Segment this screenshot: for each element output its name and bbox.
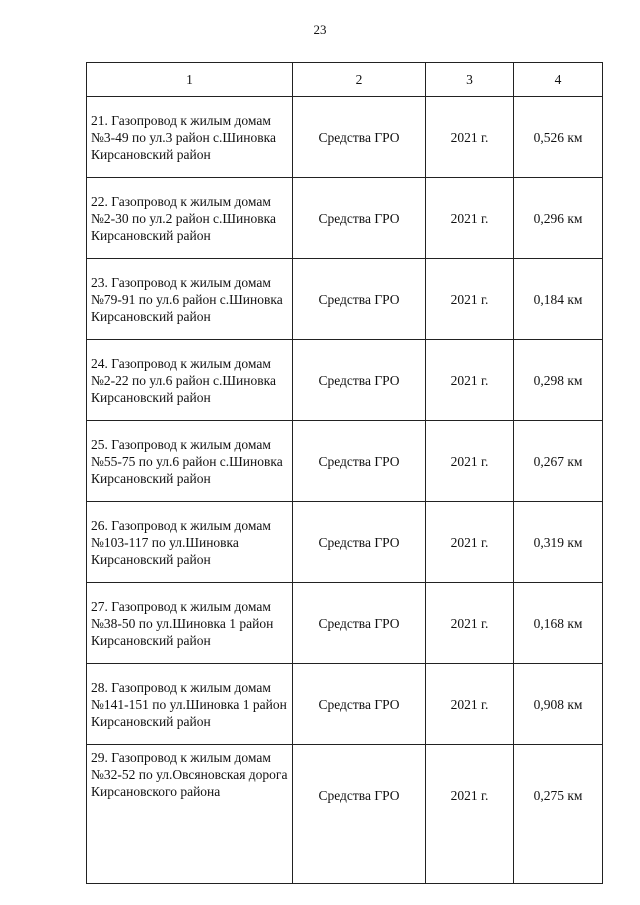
- funding-source-cell: Средства ГРО: [293, 745, 426, 884]
- year-cell: 2021 г.: [426, 745, 514, 884]
- length-cell: 0,275 км: [514, 745, 603, 884]
- column-header-1: 1: [87, 63, 293, 97]
- funding-source-cell: Средства ГРО: [293, 259, 426, 340]
- table-row: [87, 583, 603, 664]
- table-header-row: [87, 63, 603, 97]
- funding-source-cell: Средства ГРО: [293, 178, 426, 259]
- year-cell: 2021 г.: [426, 583, 514, 664]
- table-row: [87, 664, 603, 745]
- funding-source-cell: Средства ГРО: [293, 340, 426, 421]
- funding-source-cell: Средства ГРО: [293, 502, 426, 583]
- year-cell: 2021 г.: [426, 421, 514, 502]
- column-header-4: 4: [514, 63, 603, 97]
- table-row: [87, 178, 603, 259]
- year-cell: 2021 г.: [426, 259, 514, 340]
- length-cell: 0,267 км: [514, 421, 603, 502]
- object-name-cell: 24. Газопровод к жилым домам №2-22 по ул.6 район с.Шиновка Кирсановский район: [87, 340, 293, 421]
- length-cell: 0,184 км: [514, 259, 603, 340]
- table-row: [87, 340, 603, 421]
- year-cell: 2021 г.: [426, 502, 514, 583]
- column-header-3: 3: [426, 63, 514, 97]
- length-cell: 0,526 км: [514, 97, 603, 178]
- length-cell: 0,319 км: [514, 502, 603, 583]
- funding-source-cell: Средства ГРО: [293, 97, 426, 178]
- table-row: [87, 259, 603, 340]
- length-cell: 0,296 км: [514, 178, 603, 259]
- funding-source-cell: Средства ГРО: [293, 421, 426, 502]
- object-name-cell: 21. Газопровод к жилым домам №3-49 по ул.3 район с.Шиновка Кирсановский район: [87, 97, 293, 178]
- funding-source-cell: Средства ГРО: [293, 664, 426, 745]
- object-name-cell: 26. Газопровод к жилым домам №103-117 по ул.Шиновка Кирсановский район: [87, 502, 293, 583]
- object-name-cell: 25. Газопровод к жилым домам №55-75 по ул.6 район с.Шиновка Кирсановский район: [87, 421, 293, 502]
- column-header-2: 2: [293, 63, 426, 97]
- table-body: [87, 63, 603, 884]
- table-row: [87, 97, 603, 178]
- table-row: [87, 502, 603, 583]
- gas-pipeline-table: [86, 62, 603, 884]
- year-cell: 2021 г.: [426, 178, 514, 259]
- page-number: 23: [313, 22, 327, 37]
- year-cell: 2021 г.: [426, 97, 514, 178]
- table-row: [87, 745, 603, 884]
- year-cell: 2021 г.: [426, 340, 514, 421]
- object-name-cell: 27. Газопровод к жилым домам №38-50 по ул.Шиновка 1 район Кирсановский район: [87, 583, 293, 664]
- object-name-cell: 22. Газопровод к жилым домам №2-30 по ул.2 район с.Шиновка Кирсановский район: [87, 178, 293, 259]
- object-name-cell: 28. Газопровод к жилым домам №141-151 по ул.Шиновка 1 район Кирсановский район: [87, 664, 293, 745]
- object-name-cell: 29. Газопровод к жилым домам №32-52 по ул.Овсяновская дорога Кирсановского района: [87, 745, 293, 884]
- object-name-cell: 23. Газопровод к жилым домам №79-91 по ул.6 район с.Шиновка Кирсановский район: [87, 259, 293, 340]
- length-cell: 0,168 км: [514, 583, 603, 664]
- length-cell: 0,298 км: [514, 340, 603, 421]
- table-row: [87, 421, 603, 502]
- year-cell: 2021 г.: [426, 664, 514, 745]
- length-cell: 0,908 км: [514, 664, 603, 745]
- funding-source-cell: Средства ГРО: [293, 583, 426, 664]
